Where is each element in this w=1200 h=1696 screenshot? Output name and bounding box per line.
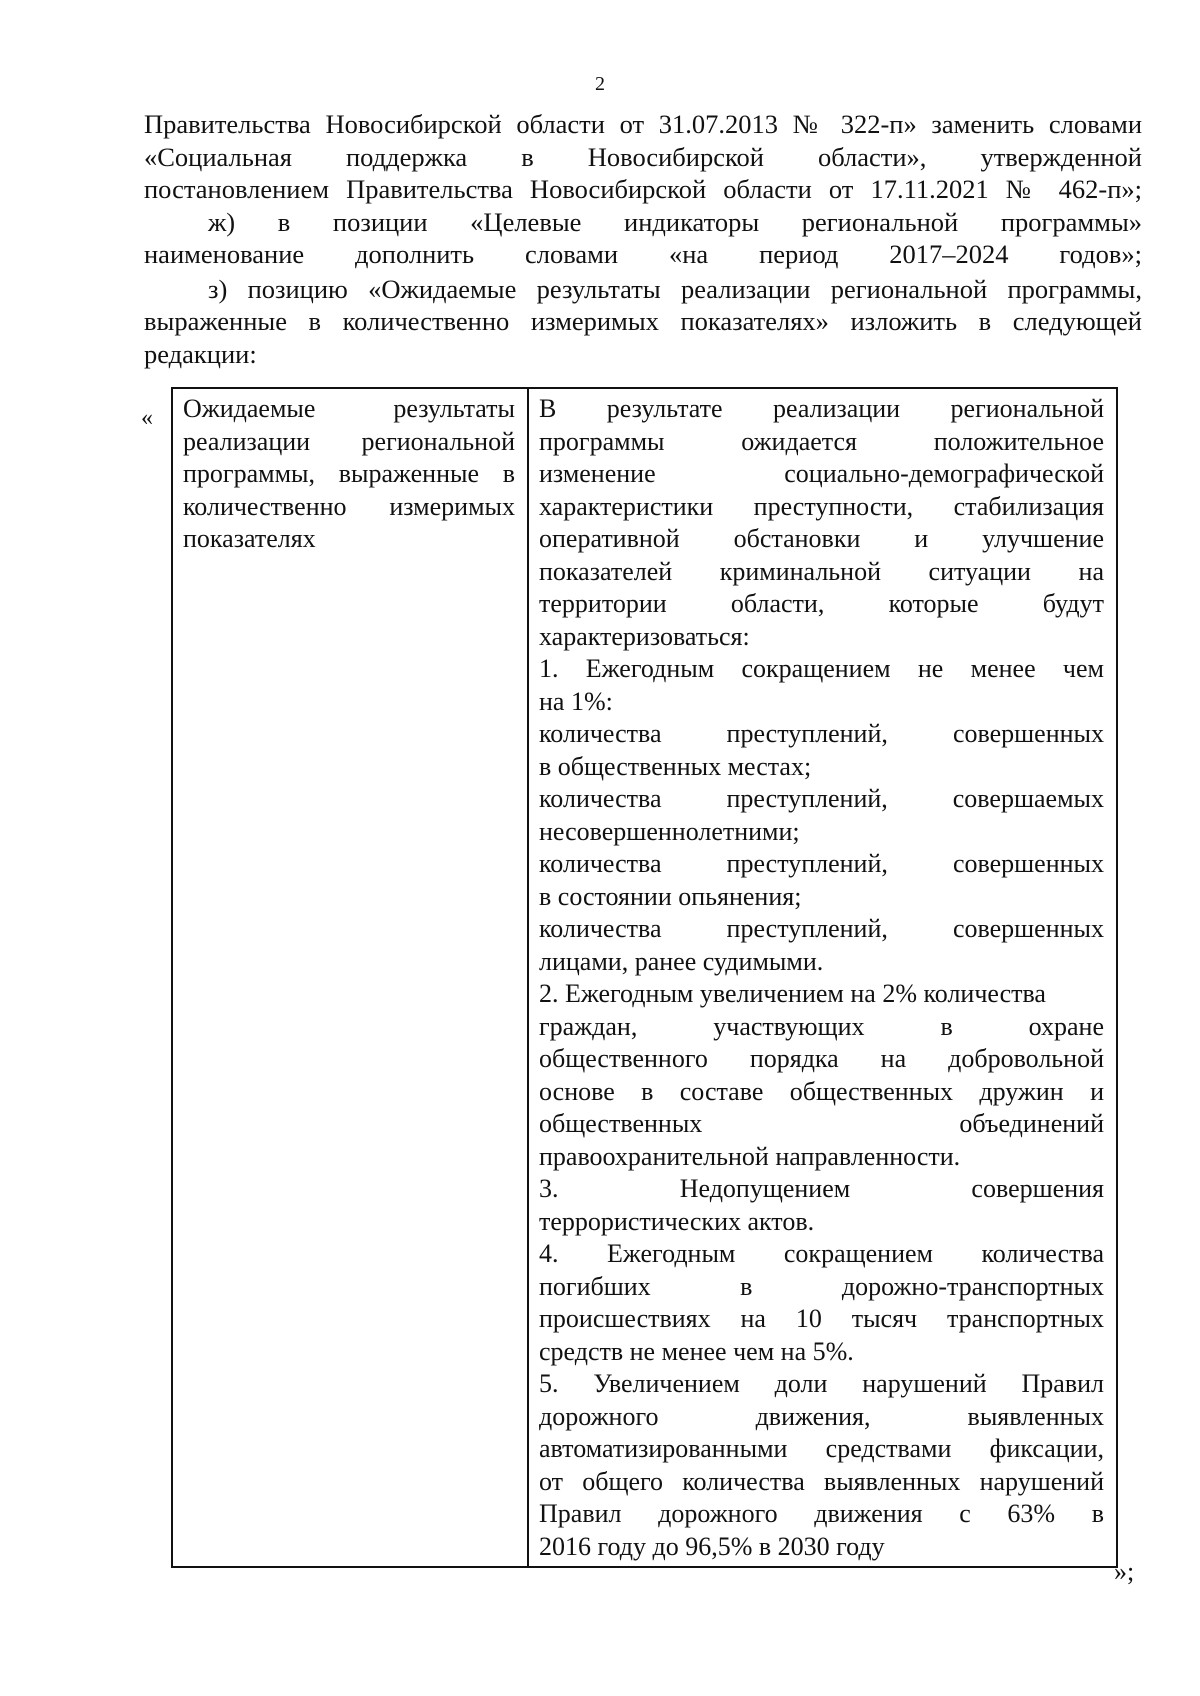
text-line: программы ожидается положительное [539, 426, 1104, 456]
expected-results-table [171, 387, 1118, 1568]
text-line: Правил дорожного движения с 63% в [539, 1499, 1104, 1528]
text-line: «Социальная поддержка в Новосибирской области», утвержденной [144, 141, 1142, 172]
text-line: показателей криминальной ситуации на [539, 556, 1104, 586]
text-line: Ожидаемые результаты [183, 394, 515, 423]
text-line: погибших в дорожно-транспортных [539, 1271, 1104, 1301]
text-line: 2016 году до 96,5% в 2030 году [539, 1531, 885, 1561]
text-line: постановлением Правительства Новосибирской области от 17.11.2021 № 462-п»; [144, 174, 1142, 204]
text-line: редакции: [144, 338, 257, 369]
text-line: средств не менее чем на 5%. [539, 1336, 854, 1366]
closing-quote: »; [1114, 1557, 1135, 1586]
text-line: количества преступлений, совершенных [539, 914, 1104, 943]
text-line: террористических актов. [539, 1206, 815, 1236]
text-line: автоматизированными средствами фиксации, [539, 1434, 1104, 1463]
text-line: правоохранительной направленности. [539, 1141, 961, 1171]
table-cell-content [528, 388, 1117, 1567]
paragraph-z [144, 273, 1142, 371]
text-line: Правительства Новосибирской области от 31.07.2013 № 322-п» заменить словами [144, 109, 1142, 139]
paragraph-zh [144, 206, 1142, 271]
text-line: несовершеннолетними; [539, 816, 800, 846]
text-line: характеристики преступности, стабилизация [539, 491, 1104, 521]
text-line: з) позицию «Ожидаемые результаты реализации региональной программы, [208, 273, 1142, 304]
text-line: изменение социально-демографической [539, 459, 1104, 488]
text-line: выраженные в количественно измеримых показателях» изложить в следующей [144, 306, 1142, 336]
text-line: наименование дополнить словами «на период 2017–2024 годов»; [144, 239, 1142, 269]
text-line: количества преступлений, совершенных [539, 849, 1104, 878]
text-line: программы, выраженные в [183, 459, 515, 488]
table-row [172, 388, 1117, 1567]
paragraph-replacement [144, 108, 1142, 206]
text-line: в состоянии опьянения; [539, 881, 802, 911]
text-line: граждан, участвующих в охране [539, 1011, 1104, 1041]
text-line: от общего количества выявленных нарушений [539, 1466, 1104, 1496]
text-line: 5. Увеличением доли нарушений Правил [539, 1369, 1104, 1398]
text-line: 1. Ежегодным сокращением не менее чем [539, 654, 1104, 683]
text-line: оперативной обстановки и улучшение [539, 524, 1104, 553]
text-line: 4. Ежегодным сокращением количества [539, 1239, 1104, 1268]
text-line: показателях [183, 524, 316, 553]
page-number: 2 [595, 73, 605, 95]
text-line: 2. Ежегодным увеличением на 2% количества [539, 979, 1046, 1008]
text-line: основе в составе общественных дружин и [539, 1076, 1104, 1106]
text-line: лицами, ранее судимыми. [539, 946, 824, 976]
content-text [529, 389, 1116, 1563]
text-line: количественно измеримых [183, 491, 515, 521]
body-text [144, 108, 1142, 370]
text-line: общественных объединений [539, 1109, 1104, 1138]
text-line: характеризоваться: [539, 621, 750, 651]
text-line: количества преступлений, совершаемых [539, 784, 1104, 813]
table-cell-heading [172, 388, 528, 1567]
text-line: территории области, которые будут [539, 589, 1104, 618]
text-line: ж) в позиции «Целевые индикаторы региональной программы» [208, 206, 1142, 237]
text-line: в общественных местах; [539, 751, 812, 781]
opening-quote: « [141, 405, 153, 431]
text-line: В результате реализации региональной [539, 394, 1104, 423]
text-line: дорожного движения, выявленных [539, 1401, 1104, 1431]
text-line: реализации региональной [183, 426, 515, 456]
text-line: количества преступлений, совершенных [539, 719, 1104, 748]
text-line: общественного порядка на добровольной [539, 1044, 1104, 1073]
text-line: на 1%: [539, 686, 613, 716]
text-line: 3. Недопущением совершения [539, 1174, 1104, 1203]
heading-text [173, 389, 527, 556]
text-line: происшествиях на 10 тысяч транспортных [539, 1304, 1104, 1333]
